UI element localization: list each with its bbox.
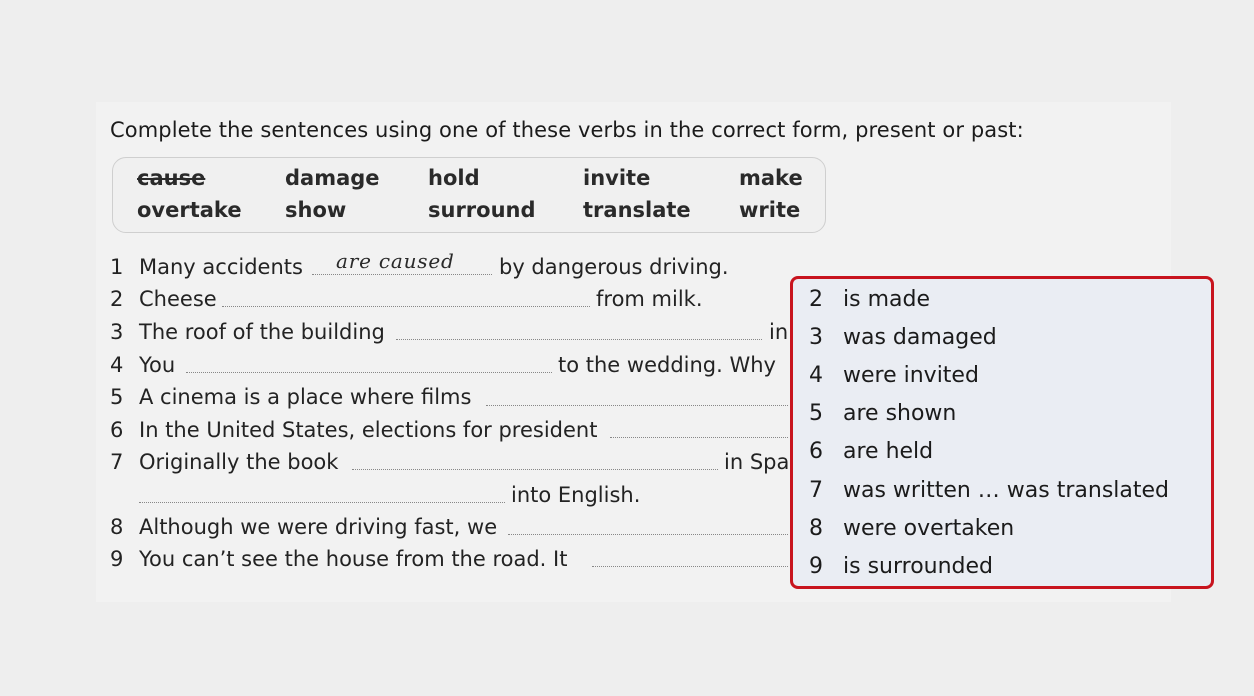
verb-box — [112, 157, 826, 233]
sentence-5-text: A cinema is a place where films — [139, 385, 472, 409]
sentence-3-number: 3 — [110, 320, 124, 344]
sentence-1-text: Many accidents — [139, 255, 303, 279]
sentence-7-text: Originally the book — [139, 450, 339, 474]
sentence-2-text-end: from milk. — [596, 287, 703, 311]
answer-7-number: 7 — [809, 478, 823, 503]
sentence-6-number: 6 — [110, 418, 124, 442]
sentence-7-blank-1[interactable] — [352, 469, 718, 470]
answer-7-text: was written … was translated — [843, 478, 1170, 503]
verb-show: show — [285, 198, 347, 222]
answer-8-number: 8 — [809, 516, 823, 541]
answer-key-box — [790, 276, 1214, 589]
answer-4-number: 4 — [809, 363, 823, 388]
sentence-1-text-end: by dangerous driving. — [499, 255, 729, 279]
verb-cause: cause — [137, 166, 206, 190]
answer-9-text: is surrounded — [843, 554, 994, 579]
sentence-2-number: 2 — [110, 287, 124, 311]
answer-4-text: were invited — [843, 363, 979, 388]
sentence-3-blank[interactable] — [396, 339, 762, 340]
sentence-7-text-middle: in Spa — [724, 450, 790, 474]
answer-9-number: 9 — [809, 554, 823, 579]
verb-surround: surround — [428, 198, 536, 222]
verb-overtake: overtake — [137, 198, 242, 222]
answer-2-number: 2 — [809, 287, 823, 312]
sentence-4-text-end: to the wedding. Why — [558, 353, 776, 377]
answer-6-text: are held — [843, 439, 934, 464]
verb-write: write — [739, 198, 801, 222]
answer-8-text: were overtaken — [843, 516, 1015, 541]
exercise-instruction: Complete the sentences using one of these verbs in the correct form, present or past: — [110, 118, 1024, 142]
sentence-2-text: Cheese — [139, 287, 217, 311]
answer-5-text: are shown — [843, 401, 957, 426]
sentence-2-blank[interactable] — [222, 306, 590, 307]
answer-5-number: 5 — [809, 401, 823, 426]
sentence-4-text: You — [139, 353, 176, 377]
sentence-5-blank[interactable] — [486, 405, 788, 406]
sentence-9-text: You can’t see the house from the road. It — [139, 547, 568, 571]
answer-6-number: 6 — [809, 439, 823, 464]
verb-invite: invite — [583, 166, 651, 190]
sentence-9-blank[interactable] — [592, 566, 788, 567]
sentence-6-blank[interactable] — [610, 437, 788, 438]
answer-3-number: 3 — [809, 325, 823, 350]
sentence-8-text: Although we were driving fast, we — [139, 515, 498, 539]
sentence-1-number: 1 — [110, 255, 124, 279]
sentence-4-number: 4 — [110, 353, 124, 377]
verb-make: make — [739, 166, 803, 190]
sentence-4-blank[interactable] — [186, 372, 552, 373]
sentence-1-example-answer: are caused — [336, 249, 455, 273]
sentence-7-text-end: into English. — [511, 483, 641, 507]
sentence-3-text-end: in — [769, 320, 789, 344]
sentence-5-number: 5 — [110, 385, 124, 409]
verb-damage: damage — [285, 166, 380, 190]
sentence-9-number: 9 — [110, 547, 124, 571]
answer-3-text: was damaged — [843, 325, 997, 350]
sentence-7-number: 7 — [110, 450, 124, 474]
sentence-8-number: 8 — [110, 515, 124, 539]
sentence-8-blank[interactable] — [508, 534, 788, 535]
sentence-6-text: In the United States, elections for president — [139, 418, 598, 442]
sentence-1-blank[interactable] — [312, 274, 492, 275]
sentence-7-blank-2[interactable] — [139, 502, 505, 503]
answer-2-text: is made — [843, 287, 930, 312]
verb-translate: translate — [583, 198, 691, 222]
sentence-3-text: The roof of the building — [139, 320, 385, 344]
verb-hold: hold — [428, 166, 480, 190]
